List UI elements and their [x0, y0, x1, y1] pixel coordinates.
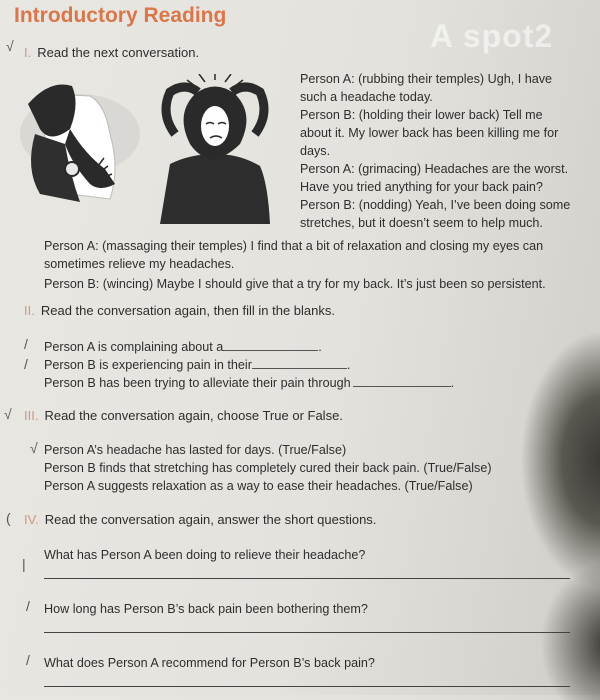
pen-check-mark: √	[6, 38, 14, 54]
watermark: A spot2	[430, 18, 554, 54]
dialogue-line: Person B: (nodding) Yeah, I’ve been doing some	[300, 198, 571, 212]
dialogue-line: Person B: (holding their lower back) Tell me	[300, 108, 543, 122]
fill-blank-end: .	[346, 358, 351, 372]
section-4-number: IV.	[24, 512, 39, 527]
section-2-number: II.	[24, 303, 35, 318]
pen-check-mark: /	[24, 336, 28, 352]
fill-blank-text: Person A is complaining about a	[44, 340, 224, 354]
dialogue-line: Person B: (wincing) Maybe I should give that a try for my back. It’s just been so persistent.	[44, 277, 546, 291]
true-false-list	[44, 441, 564, 495]
section-3-heading	[24, 408, 343, 423]
section-2-heading	[24, 303, 335, 318]
dialogue-line: about it. My lower back has been killing me for	[300, 126, 559, 140]
answer-line-3[interactable]	[44, 686, 570, 687]
fill-blank-end: .	[450, 376, 455, 390]
dialogue-line: Person A: (grimacing) Headaches are the worst.	[300, 162, 569, 176]
dialogue-line: such a headache today.	[300, 90, 433, 104]
pen-check-mark: √	[30, 440, 38, 456]
section-2-instruction: Read the conversation again, then fill in the blanks.	[40, 303, 335, 318]
section-3-number: III.	[24, 408, 39, 423]
question-3: What does Person A recommend for Person B’s back pain?	[44, 656, 375, 670]
hand-shadow-lower	[540, 560, 600, 700]
dialogue-line: Person A: (rubbing their temples) Ugh, I have	[300, 72, 553, 86]
question-1: What has Person A been doing to relieve their headache?	[44, 548, 366, 562]
section-4-instruction: Read the conversation again, answer the short questions.	[44, 512, 377, 527]
page-title: Introductory Reading	[14, 4, 227, 27]
fill-blank-end: .	[318, 340, 322, 354]
true-false-item: Person A’s headache has lasted for days. (True/False)	[44, 443, 347, 457]
blank-field[interactable]	[353, 374, 451, 387]
pen-check-mark: /	[24, 356, 28, 372]
section-1-number: I.	[24, 45, 32, 60]
section-4-heading	[24, 512, 376, 527]
pen-mark: /	[26, 598, 30, 614]
illustration-people-in-pain	[10, 74, 300, 224]
section-1-heading	[24, 45, 199, 60]
true-false-item: Person A suggests relaxation as a way to ease their headaches. (True/False)	[44, 479, 473, 493]
answer-line-1[interactable]	[44, 578, 570, 579]
pen-mark: /	[26, 652, 30, 668]
fill-blank-item	[44, 338, 564, 356]
question-2: How long has Person B’s back pain been bothering them?	[44, 602, 368, 616]
section-1-instruction: Read the next conversation.	[37, 45, 200, 60]
person-a-figure	[160, 74, 270, 224]
dialogue-right-column	[300, 70, 580, 232]
pen-check-mark: (	[6, 510, 11, 526]
fill-blank-item	[44, 374, 564, 392]
pen-mark: |	[22, 556, 26, 572]
pen-check-mark: √	[4, 406, 12, 422]
dialogue-line: days.	[300, 144, 331, 158]
fill-blank-text: Person B is experiencing pain in their	[44, 358, 252, 372]
answer-line-2[interactable]	[44, 632, 570, 633]
blank-field[interactable]	[223, 338, 318, 351]
fill-blank-list	[44, 338, 564, 392]
section-3-instruction: Read the conversation again, choose True or False.	[44, 408, 343, 423]
blank-field[interactable]	[252, 356, 347, 369]
dialogue-line: sometimes relieve my headaches.	[44, 257, 235, 271]
true-false-item: Person B finds that stretching has completely cured their back pain. (True/False)	[44, 461, 492, 475]
dialogue-line: stretches, but it doesn’t seem to help much.	[300, 216, 543, 230]
fill-blank-text: Person B has been trying to alleviate their pain through	[44, 376, 351, 390]
dialogue-line: Have you tried anything for your back pain?	[300, 180, 543, 194]
fill-blank-item	[44, 356, 564, 374]
dialogue-full-width	[44, 237, 584, 293]
dialogue-line: Person A: (massaging their temples) I find that a bit of relaxation and closing my eyes can	[44, 239, 544, 253]
